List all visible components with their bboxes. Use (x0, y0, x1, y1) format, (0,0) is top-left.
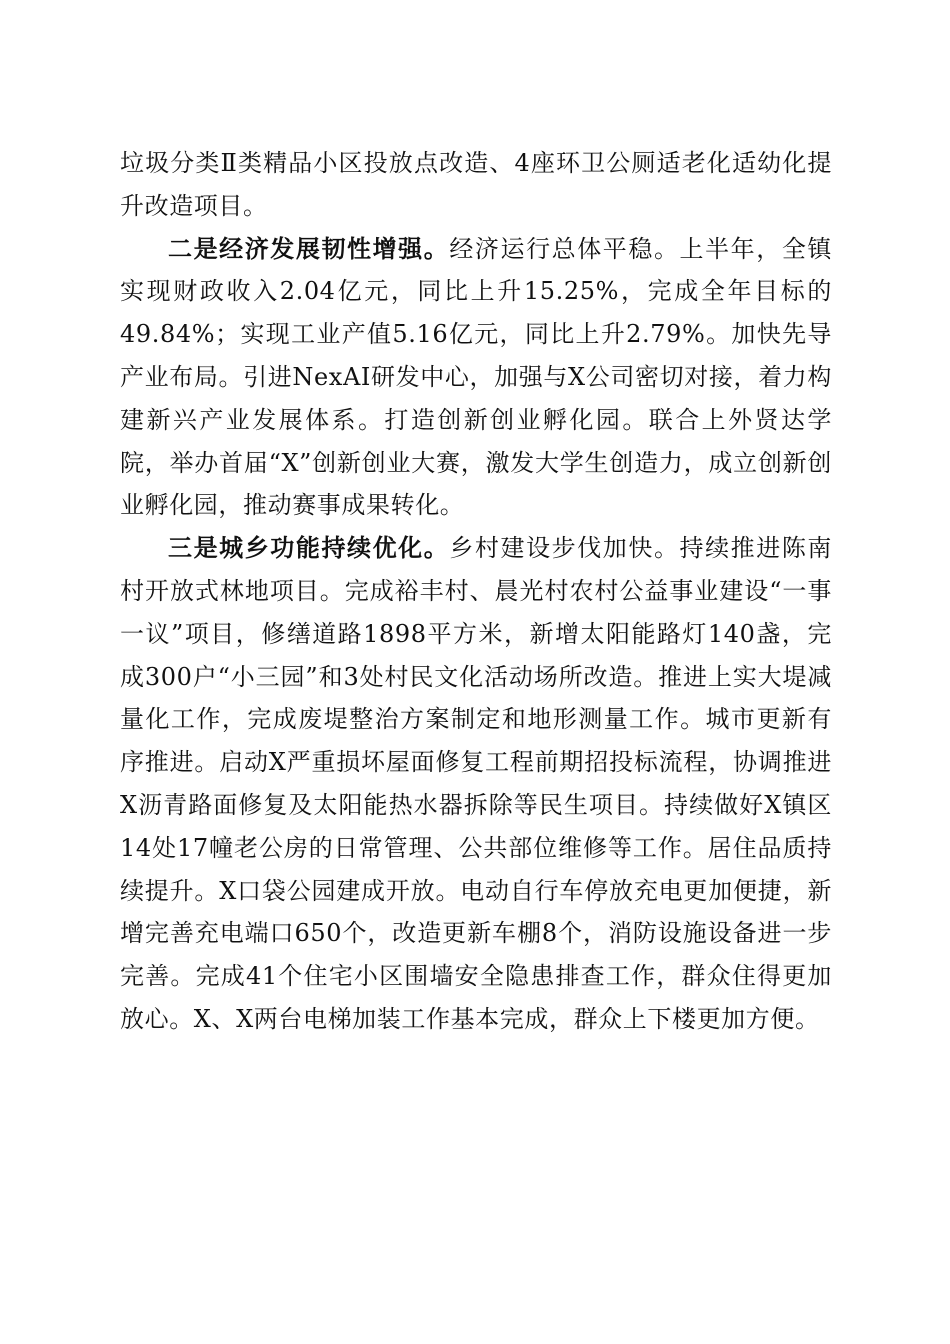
paragraph-3-heading: 三是城乡功能持续优化。 (168, 533, 450, 563)
paragraph-1-text: 垃圾分类Ⅱ类精品小区投放点改造、4座环卫公厕适老化适幼化提升改造项目。 (120, 149, 832, 220)
paragraph-2 (120, 228, 832, 528)
paragraph-3-text: 乡村建设步伐加快。持续推进陈南村开放式林地项目。完成裕丰村、晨光村农村公益事业建设“一事一议”项目，修缮道路1898平方米，新增太阳能路灯140盏，完成300户“小三园”和3处村民文化活动场所改造。推进上实大堤减量化工作，完成废堤整治方案制定和地形测量工作。城市更新有序推进。启动X严重损坏屋面修复工程前期招投标流程，协调推进X沥青路面修复及太阳能热水器拆除等民生项目。持续做好X镇区14处17幢老公房的日常管理、公共部位维修等工作。居住品质持续提升。X口袋公园建成开放。电动自行车停放充电更加便捷，新增完善充电端口650个，改造更新车棚8个，消防设施设备进一步完善。完成41个住宅小区围墙安全隐患排查工作，群众住得更加放心。X、X两台电梯加装工作基本完成，群众上下楼更加方便。 (120, 534, 833, 1033)
paragraph-1 (120, 142, 832, 228)
document-body (120, 142, 832, 1041)
paragraph-2-heading: 二是经济发展韧性增强。 (168, 233, 450, 263)
paragraph-2-text: 经济运行总体平稳。上半年，全镇实现财政收入2.04亿元，同比上升15.25%，完成全年目标的49.84%；实现工业产值5.16亿元，同比上升2.79%。加快先导产业布局。引进NexAI研发中心，加强与X公司密切对接，着力构建新兴产业发展体系。打造创新创业孵化园。联合上外贤达学院，举办首届“X”创新创业大赛，激发大学生创造力，成立创新创业孵化园，推动赛事成果转化。 (120, 234, 833, 520)
paragraph-3 (120, 527, 832, 1041)
